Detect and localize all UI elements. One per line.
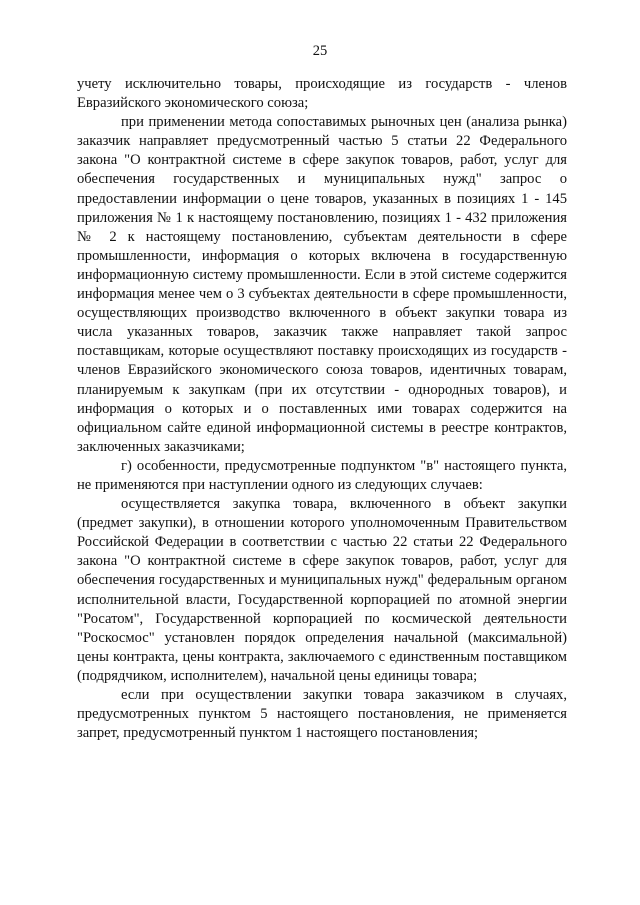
paragraph-subitem-g: г) особенности, предусмотренные подпунктом "в" настоящего пункта, не применяются при наступлении одного из следующих случаев:	[77, 457, 567, 493]
paragraph-continuation: учету исключительно товары, происходящие из государств - членов Евразийского экономического союза;	[77, 76, 567, 112]
paragraph-case-procurement: осуществляется закупка товара, включенного в объект закупки (предмет закупки), в отношении которого уполномоченным Правительством Российской Федерации в соответствии с частью 22 статьи 22 Федерального закона "О контрактной системе в сфере закупок товаров, работ, услуг для обеспечения государственных и муниципальных нужд" федеральным органом исполнительной власти, Государственной корпорацией по атомной энергии "Росатом", Государственной корпорацией по космической деятельности "Роскосмос" установлен порядок определения начальной (максимальной) цены контракта, цены контракта, заключаемого с единственным поставщиком (подрядчиком, исполнителем), начальной цены единицы товара;	[77, 496, 567, 684]
paragraph-market-price-method: при применении метода сопоставимых рыночных цен (анализа рынка) заказчик направляет предусмотренный частью 5 статьи 22 Федерального закона "О контрактной системе в сфере закупок товаров, работ, услуг для обеспечения государственных и муниципальных нужд" запрос о предоставлении информации о цене товаров, указанных в позициях 1 - 145 приложения № 1 к настоящему постановлению, позициях 1 - 432 приложения № 2 к настоящему постановлению, субъектам деятельности в сфере промышленности, информация о которых включена в государственную информационную систему промышленности. Если в этой системе содержится информация менее чем о 3 субъектах деятельности в сфере промышленности, осуществляющих производство включенного в объект закупки товара из числа указанных товаров, заказчик также направляет такой запрос поставщикам, которые осуществляют поставку происходящих из государств - членов Евразийского экономического союза товаров, идентичных товарам, планируемым к закупкам (при их отсутствии - однородных товаров), и информация о которых и о поставленных ими товарах содержится на официальном сайте единой информационной системы в реестре контрактов, заключенных заказчиками;	[77, 114, 567, 455]
paragraph-case-ban-not-applied: если при осуществлении закупки товара заказчиком в случаях, предусмотренных пунктом 5 настоящего постановления, не применяется запрет, предусмотренный пунктом 1 настоящего постановления;	[77, 687, 567, 742]
document-body	[77, 75, 567, 743]
page-number: 25	[312, 43, 328, 59]
